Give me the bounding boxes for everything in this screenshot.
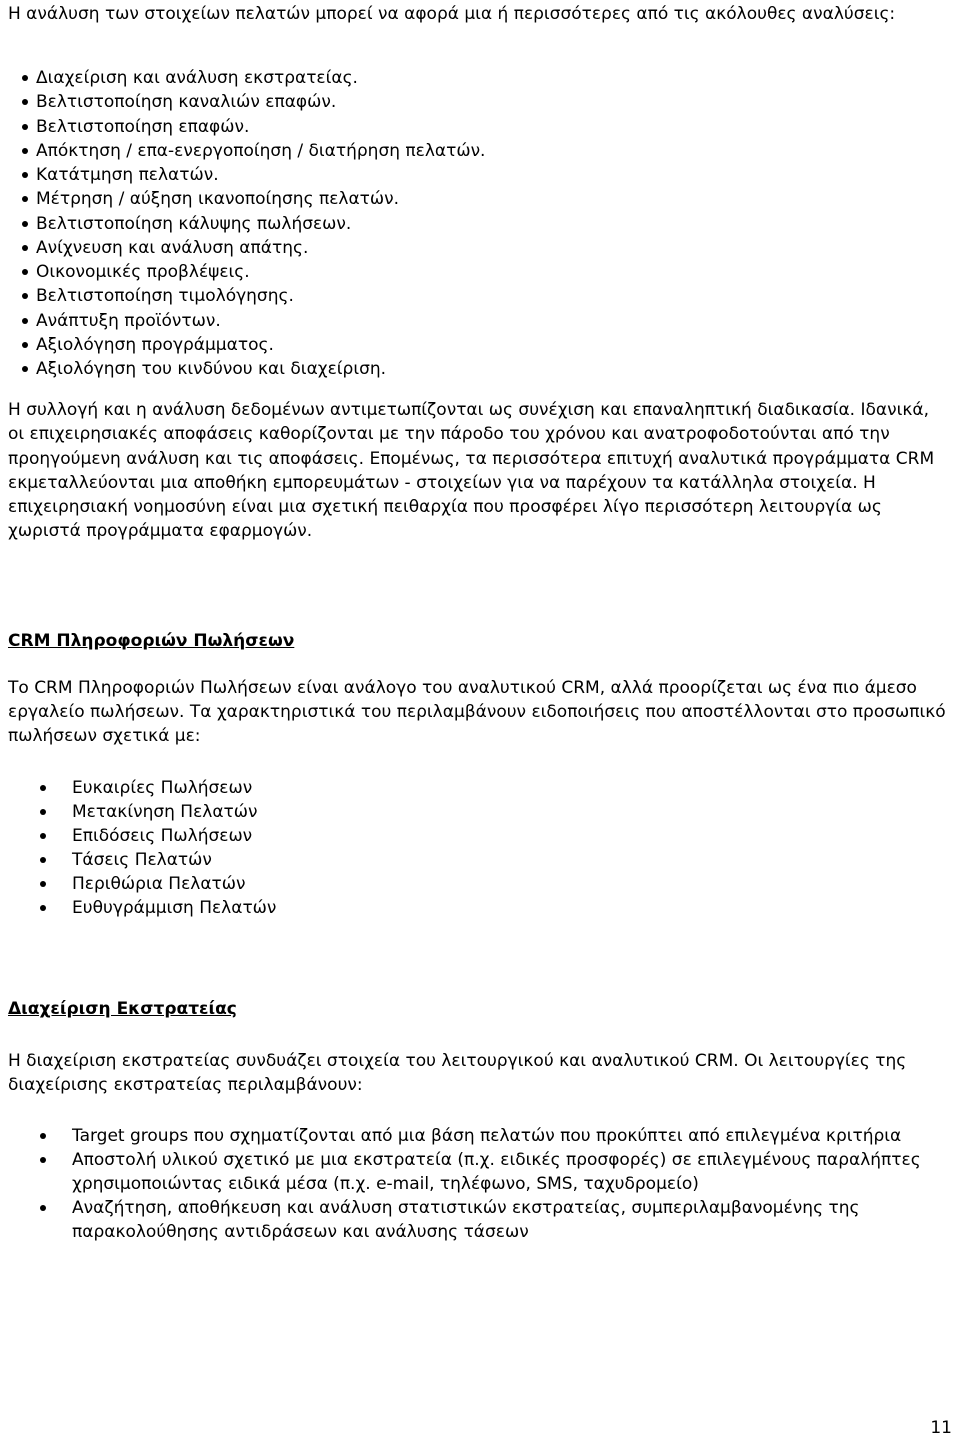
list-item: Ανίχνευση και ανάλυση απάτης. <box>22 236 485 260</box>
page-number: 11 <box>930 1418 952 1438</box>
analyses-list <box>22 66 485 381</box>
list-item: Ανάπτυξη προϊόντων. <box>22 309 485 333</box>
section-heading-campaign-management: Διαχείριση Εκστρατείας <box>8 999 237 1019</box>
list-item: Διαχείριση και ανάλυση εκστρατείας. <box>22 66 485 90</box>
section-heading-sales-crm: CRM Πληροφοριών Πωλήσεων <box>8 631 295 651</box>
list-item: Βελτιστοποίηση καναλιών επαφών. <box>22 90 485 114</box>
list-item: Αξιολόγηση του κινδύνου και διαχείριση. <box>22 357 485 381</box>
list-item: Αποστολή υλικού σχετικό με μια εκστρατεία (π.χ. ειδικές προσφορές) σε επιλεγμένους παραλήπτες χρησιμοποιώντας ειδικά μέσα (π.χ. e-mail, τηλέφωνο, SMS, ταχυδρομείο) <box>40 1148 950 1196</box>
list-item: Βελτιστοποίηση επαφών. <box>22 115 485 139</box>
list-item: Αξιολόγηση προγράμματος. <box>22 333 485 357</box>
campaign-functions-list <box>40 1124 950 1244</box>
list-item: Επιδόσεις Πωλήσεων <box>40 824 276 848</box>
list-item: Οικονομικές προβλέψεις. <box>22 260 485 284</box>
list-item: Ευθυγράμμιση Πελατών <box>40 896 276 920</box>
list-item: Μετακίνηση Πελατών <box>40 800 276 824</box>
list-item: Ευκαιρίες Πωλήσεων <box>40 776 276 800</box>
list-item: Βελτιστοποίηση κάλυψης πωλήσεων. <box>22 212 485 236</box>
intro-paragraph: Η ανάλυση των στοιχείων πελατών μπορεί να αφορά μια ή περισσότερες από τις ακόλουθες αναλύσεις: <box>8 4 896 24</box>
list-item: Απόκτηση / επα-ενεργοποίηση / διατήρηση πελατών. <box>22 139 485 163</box>
list-item: Target groups που σχηματίζονται από μια βάση πελατών που προκύπτει από επιλεγμένα κριτήρια <box>40 1124 950 1148</box>
list-item: Κατάτμηση πελατών. <box>22 163 485 187</box>
campaign-paragraph: Η διαχείριση εκστρατείας συνδυάζει στοιχεία του λειτουργικού και αναλυτικού CRM. Οι λειτουργίες της διαχείρισης εκστρατείας περιλαμβάνουν: <box>8 1051 907 1095</box>
list-item: Περιθώρια Πελατών <box>40 872 276 896</box>
list-item: Τάσεις Πελατών <box>40 848 276 872</box>
sales-alerts-list <box>40 776 276 920</box>
list-item: Αναζήτηση, αποθήκευση και ανάλυση στατιστικών εκστρατείας, συμπεριλαμβανομένης της παρακολούθησης αντιδράσεων και ανάλυσης τάσεων <box>40 1196 950 1244</box>
body-paragraph: Η συλλογή και η ανάλυση δεδομένων αντιμετωπίζονται ως συνέχιση και επαναληπτική διαδικασία. Ιδανικά, οι επιχειρησιακές αποφάσεις καθορίζονται με την πάροδο του χρόνου και ανατροφοδοτούνται από την προηγούμενη ανάλυση και τις αποφάσεις. Επομένως, τα περισσότερα επιτυχή αναλυτικά προγράμματα CRM εκμεταλλεύονται μια αποθήκη εμπορευμάτων - στοιχείων για να παρέχουν τα κατάλληλα στοιχεία. Η επιχειρησιακή νοημοσύνη είναι μια σχετική πειθαρχία που προσφέρει λίγο περισσότερη λειτουργία ως χωριστά προγράμματα εφαρμογών. <box>8 400 935 542</box>
list-item: Βελτιστοποίηση τιμολόγησης. <box>22 284 485 308</box>
sales-crm-paragraph: Το CRM Πληροφοριών Πωλήσεων είναι ανάλογο του αναλυτικού CRM, αλλά προορίζεται ως ένα πιο άμεσο εργαλείο πωλήσεων. Τα χαρακτηριστικά του περιλαμβάνουν ειδοποιήσεις που αποστέλλονται στο προσωπικό πωλήσεων σχετικά με: <box>8 678 946 746</box>
list-item: Μέτρηση / αύξηση ικανοποίησης πελατών. <box>22 187 485 211</box>
